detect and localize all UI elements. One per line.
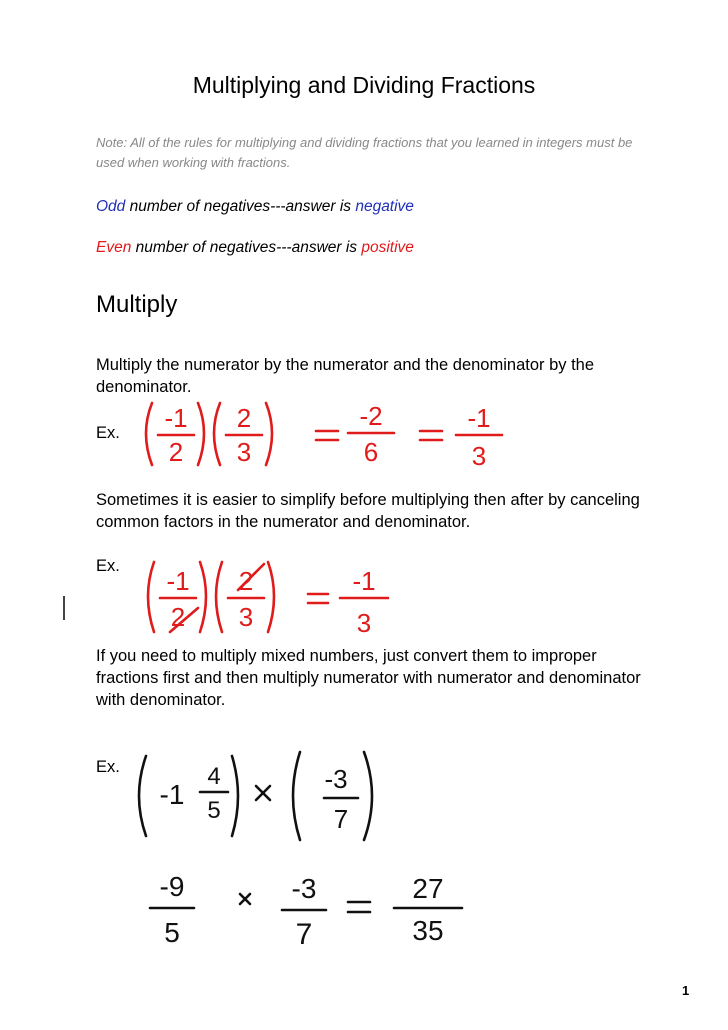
ex2-f1-den: 2 xyxy=(170,602,186,632)
rule-odd-keyword: Odd xyxy=(96,198,126,215)
ex1-f1-den: 2 xyxy=(168,437,184,467)
ex2-f2-num: 2 xyxy=(238,566,254,596)
rule-odd-middle: number of negatives---answer is xyxy=(125,198,356,215)
ex2-r-den: 3 xyxy=(356,608,372,638)
rule-odd xyxy=(96,198,414,216)
ex3-improper-num: -9 xyxy=(159,871,185,902)
paragraph-simplify-rule: Sometimes it is easier to simplify before multiplying then after by canceling common factors in the numerator and denominator. xyxy=(96,491,640,531)
rule-even-result: positive xyxy=(361,239,414,256)
paragraph-mixed-numbers: If you need to multiply mixed numbers, just convert them to improper fractions first and then multiply numerator with numerator and denominator with denominator. xyxy=(96,647,641,709)
text-cursor xyxy=(63,596,65,620)
ex1-r1-num: -2 xyxy=(359,401,383,431)
rule-even xyxy=(96,239,414,257)
ex1-f1-num: -1 xyxy=(164,403,188,433)
ex3-improper-den: 5 xyxy=(164,917,180,948)
ex2-r-num: -1 xyxy=(352,566,376,596)
ex3-f2-den: 7 xyxy=(333,804,349,834)
ex1-r2-den: 3 xyxy=(471,441,487,471)
ex2-f2-den: 3 xyxy=(238,602,254,632)
ex3-f3-den: 7 xyxy=(295,918,313,951)
ex1-r2-num: -1 xyxy=(467,403,491,433)
example-label-3: Ex. xyxy=(96,758,120,776)
ex3-answer-num: 27 xyxy=(412,873,444,904)
rule-odd-result: negative xyxy=(355,198,414,215)
handwritten-example-3 xyxy=(132,748,482,951)
handwritten-example-2 xyxy=(140,556,400,640)
page-number: 1 xyxy=(682,983,690,998)
rule-even-middle: number of negatives---answer is xyxy=(131,239,362,256)
rule-even-keyword: Even xyxy=(96,239,132,256)
example-label-1: Ex. xyxy=(96,424,120,442)
page-title: Multiplying and Dividing Fractions xyxy=(192,72,536,98)
ex3-f2-num: -3 xyxy=(324,764,348,794)
handwritten-example-1 xyxy=(138,395,518,475)
section-heading-multiply: Multiply xyxy=(96,291,178,318)
ex3-answer-den: 35 xyxy=(412,915,444,946)
note-text: Note: All of the rules for multiplying and dividing fractions that you learned in integers must be used when working with fractions. xyxy=(96,135,633,170)
ex2-f1-num: -1 xyxy=(166,566,190,596)
ex3-f3-num: -3 xyxy=(291,873,317,904)
ex3-mixed-whole: -1 xyxy=(159,779,185,810)
ex3-mixed-num: 4 xyxy=(207,763,221,790)
example-label-2: Ex. xyxy=(96,557,120,575)
ex1-f2-den: 3 xyxy=(236,437,252,467)
ex3-mixed-den: 5 xyxy=(207,797,221,824)
ex1-r1-den: 6 xyxy=(363,437,379,467)
paragraph-multiply-rule: Multiply the numerator by the numerator and the denominator by the denominator. xyxy=(96,356,595,396)
ex1-f2-num: 2 xyxy=(236,403,252,433)
